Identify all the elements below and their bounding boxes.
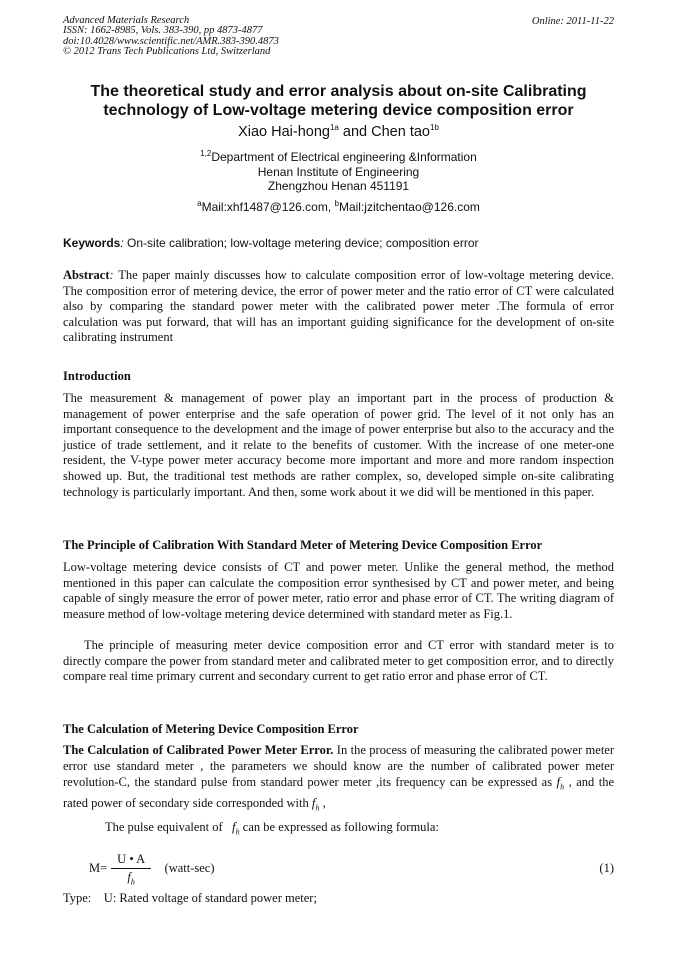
email-line xyxy=(63,200,614,214)
keywords-text: On-site calibration; low-voltage metering device; composition error xyxy=(127,236,479,250)
author-2: Chen tao xyxy=(371,124,430,140)
intro-heading: Introduction xyxy=(63,369,131,383)
keywords-sep: : xyxy=(120,236,128,250)
formula-lhs: M= xyxy=(89,861,108,876)
type-text: U: Rated voltage of standard power meter; xyxy=(103,891,317,905)
affil-sup: 1,2 xyxy=(200,149,212,158)
journal-name: Advanced Materials Research xyxy=(63,15,190,26)
keywords-label: Keywords xyxy=(63,236,121,250)
principle-heading: The Principle of Calibration With Standard Meter of Metering Device Composition Error xyxy=(63,538,543,552)
type-label: Type: xyxy=(63,891,92,905)
calculation-paragraph-2: The pulse equivalent of $f_h$ can be expressed as following formula: xyxy=(105,819,439,837)
affiliation xyxy=(63,150,614,194)
intro-paragraph: The measurement & management of power play an important part in the process of production & management of power enterprise and the safe operation of power grid. The level of it not only has an important consequence to the development and the image of power enterprise but also to the accuracy and the justice of trade settlement, and it relate to the benefits of customer. With the increase of one meter-one resident, the V-type power meter accuracy become more important and more and more random inspection showed up. But, the traditional test methods are rather complex, so, developed simple on-site calibrating technology is particularly important. And then, some work about it we did will be mentioned in this paper. xyxy=(63,391,614,499)
abstract-label: Abstract xyxy=(63,268,110,282)
calculation-subheading: The Calculation of Calibrated Power Meter Error. xyxy=(63,743,334,757)
fh-symbol: $f_h$ xyxy=(232,819,240,837)
authors xyxy=(63,124,614,140)
formula-denominator: $f_h$ xyxy=(127,870,135,887)
principle-paragraph-2: The principle of measuring meter device composition error and CT error with standard meter is to directly compare the power from standard meter and calibrated meter to get composition error, and to directly compare real time primary current and secondary current to get ratio error and phase error of CT. xyxy=(63,638,614,684)
mail-a: Mail:xhf1487@126.com, xyxy=(201,200,335,214)
abstract xyxy=(63,268,614,346)
fh-symbol: $f_h$ xyxy=(556,774,565,792)
title-line-2: technology of Low-voltage metering device composition error xyxy=(103,102,574,119)
abstract-text: The paper mainly discusses how to calculate composition error of low-voltage metering device. The composition error of metering device, the error of power meter and the ratio error of CT were calculated also by comparing the standard power meter with the calibrated power meter .The formula of error calculation was put forward, that will has an important guiding significance for the development of on-site calibrating instrument xyxy=(63,268,614,345)
formula-unit: (watt-sec) xyxy=(164,861,215,876)
calculation-paragraph-1: The Calculation of Calibrated Power Meter Error. In the process of measuring the calibrated power meter error use standard meter , the parameters we should know are the number of calibrated power meter revolution-C, the standard pulse from standard power meter ,its frequency can be expressed as $f_h$ , and the rated power of secondary side corresponded with $f_h$ , xyxy=(63,743,615,813)
formula-numerator: U • A xyxy=(111,852,151,869)
paper-title xyxy=(63,82,614,120)
author-1-sup: 1a xyxy=(329,123,339,133)
keywords xyxy=(63,236,479,250)
doi-line: doi:10.4028/www.scientific.net/AMR.383-390.4873 xyxy=(63,35,279,47)
affil-line-1: Department of Electrical engineering &Information xyxy=(211,150,477,164)
online-date: Online: 2011-11-22 xyxy=(531,16,614,27)
author-2-sup: 1b xyxy=(430,123,439,133)
author-and: and xyxy=(338,124,372,140)
calculation-heading: The Calculation of Metering Device Composition Error xyxy=(63,722,359,736)
mail-a-sup: a xyxy=(197,199,202,208)
fh-symbol: $f_h$ xyxy=(311,795,320,813)
title-line-1: The theoretical study and error analysis about on-site Calibrating xyxy=(90,83,587,100)
affil-line-2: Henan Institute of Engineering xyxy=(257,164,420,179)
copyright-line: © 2012 Trans Tech Publications Ltd, Switzerland xyxy=(63,45,271,57)
type-line xyxy=(63,891,317,906)
mail-b: Mail:jzitchentao@126.com xyxy=(338,200,480,214)
affil-line-3: Zhengzhou Henan 451191 xyxy=(267,179,410,193)
mail-b-sup: b xyxy=(334,199,339,208)
formula-fraction xyxy=(111,852,151,887)
issn-line: ISSN: 1662-8985, Vols. 383-390, pp 4873-4877 xyxy=(63,25,263,37)
equation-number: (1) xyxy=(599,861,614,875)
author-1: Xiao Hai-hong xyxy=(238,124,330,140)
principle-paragraph-1: Low-voltage metering device consists of CT and power meter. Unlike the general method, the method mentioned in this paper can calculate the composition error synthesised by CT and power meter, and being capable of singly measure the error of power meter, ratio error and phase error of CT. The writing diagram of measure method of low-voltage metering device determined with standard meter as Fig.1. xyxy=(63,560,614,621)
journal-header xyxy=(63,16,279,57)
abstract-sep: : xyxy=(109,268,119,282)
formula-1 xyxy=(89,852,215,887)
